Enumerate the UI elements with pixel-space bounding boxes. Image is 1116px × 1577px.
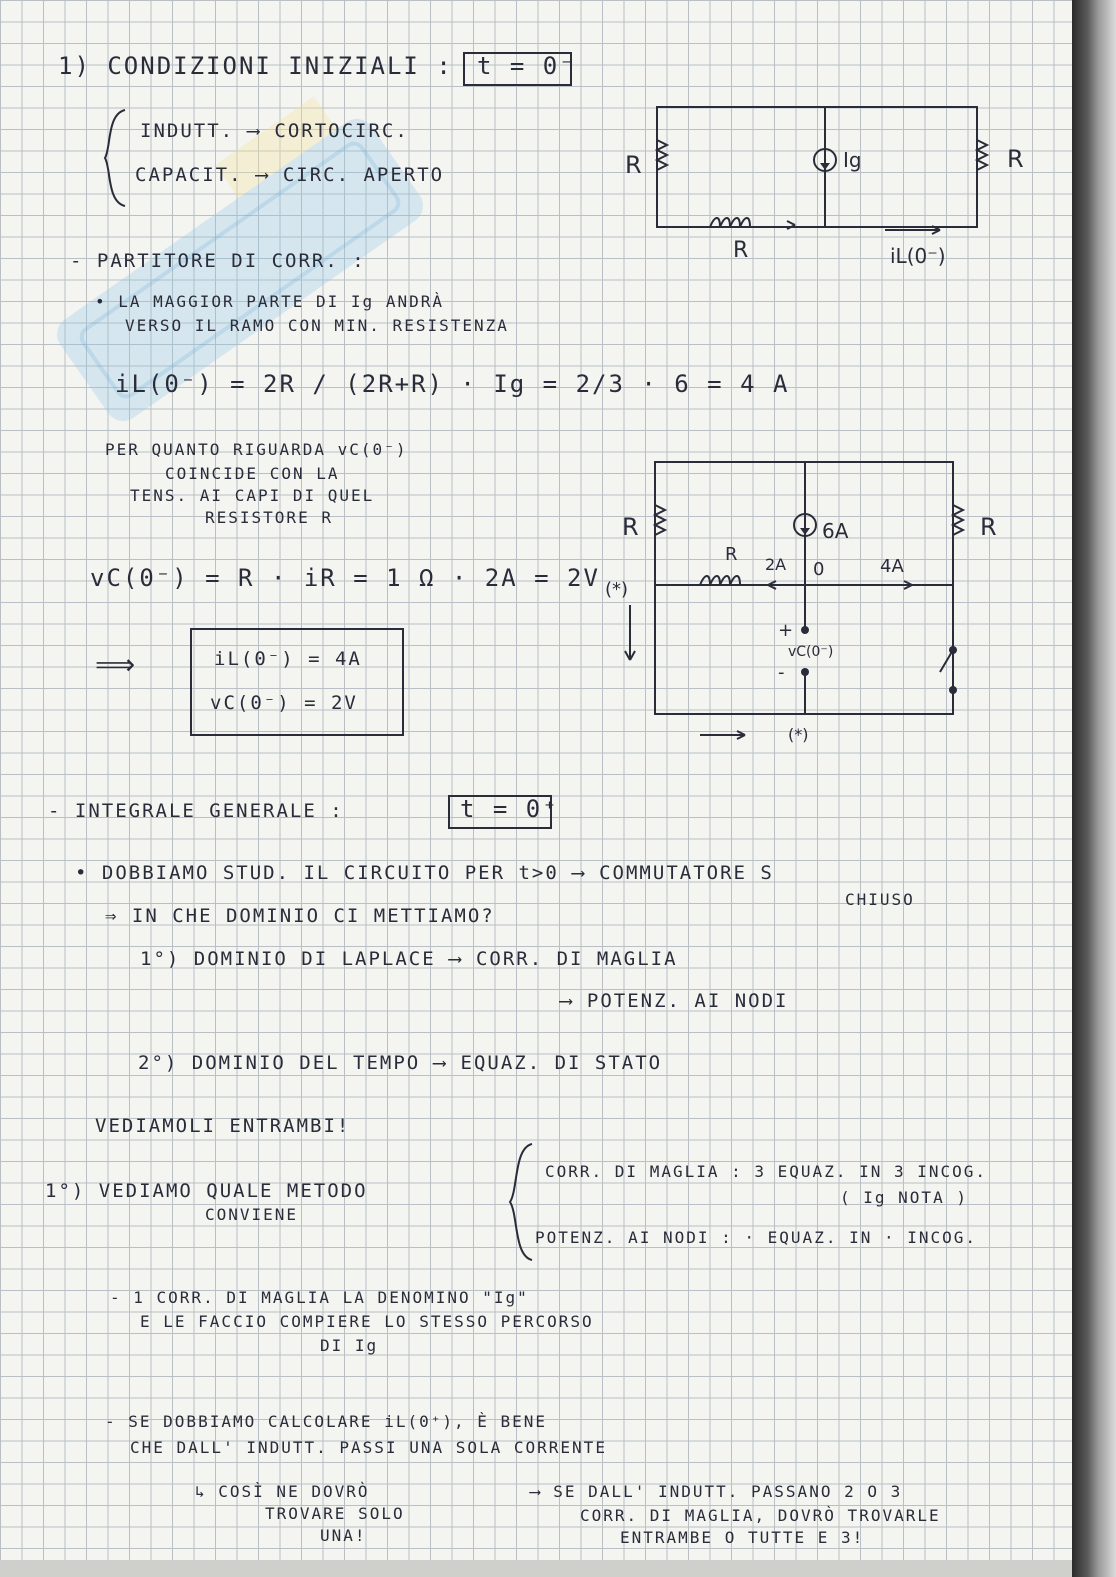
maggior-line-1: • LA MAGGIOR PARTE DI Ig ANDRÀ (95, 292, 444, 311)
metodo-line-2: CONVIENE (205, 1205, 299, 1224)
circuit-diagram-2 (600, 450, 1040, 750)
potenz-method: POTENZ. AI NODI : · EQUAZ. IN · INCOG. (535, 1228, 978, 1247)
per-line-2: COINCIDE CON LA (165, 464, 340, 483)
dominio-question: ⇒ IN CHE DOMINIO CI METTIAMO? (105, 905, 495, 927)
heading-initial-conditions: 1) CONDIZIONI INIZIALI : (58, 52, 453, 80)
mesh-note-2: E LE FACCIO COMPIERE LO STESSO PERCORSO (140, 1312, 594, 1331)
partitore-heading: - PARTITORE DI CORR. : (70, 250, 366, 272)
final-note-2b: CORR. DI MAGLIA, DOVRÒ TROVARLE (580, 1506, 941, 1525)
t0-plus-box (448, 795, 559, 829)
t0-minus-label: t = 0⁻ (477, 52, 576, 80)
mesh-note-1: - 1 CORR. DI MAGLIA LA DENOMINO "Ig" (110, 1288, 529, 1307)
diag2-i-right: 4A (880, 556, 904, 577)
potenziali-nodi: ⟶ POTENZ. AI NODI (560, 990, 789, 1012)
diag1-r-right: R (1007, 145, 1024, 173)
per-line-1: PER QUANTO RIGUARDA vC(0⁻) (105, 440, 408, 459)
final-note-1b: TROVARE SOLO (265, 1504, 405, 1523)
final-note-1a: ↳ COSÌ NE DOVRÒ (195, 1482, 370, 1501)
diag2-r-left: R (622, 513, 639, 541)
metodo-line-1: 1°) VEDIAMO QUALE METODO (45, 1180, 368, 1202)
diag2-minus: - (778, 662, 785, 683)
diag1-source-label: Ig (843, 148, 862, 172)
notebook-spine (1072, 0, 1116, 1577)
final-note-2a: ⟶ SE DALL' INDUTT. PASSANO 2 O 3 (530, 1482, 903, 1501)
inductor-rule: INDUTT. ⟶ CORTOCIRC. (140, 120, 409, 142)
diag2-i-left: 2A (765, 555, 787, 574)
implies-arrow: ⟹ (95, 648, 138, 681)
brace-icon (95, 108, 135, 208)
page-bottom-edge (0, 1560, 1072, 1577)
heading-general-integral: - INTEGRALE GENERALE : (48, 800, 344, 822)
corr-maglia-method: CORR. DI MAGLIA : 3 EQUAZ. IN 3 INCOG. (545, 1162, 988, 1181)
diag1-current-label: iL(0⁻) (890, 244, 946, 268)
per-line-4: RESISTORE R (205, 508, 333, 527)
equation-il: iL(0⁻) = 2R / (2R+R) · Ig = 2/3 · 6 = 4 A (115, 370, 790, 398)
dominio-tempo: 2°) DOMINIO DEL TEMPO ⟶ EQUAZ. DI STATO (138, 1052, 663, 1074)
diag1-r-left: R (625, 151, 642, 179)
result-box (190, 628, 404, 736)
vediamoli: VEDIAMOLI ENTRAMBI! (95, 1115, 351, 1137)
final-note-2c: ENTRAMBE O TUTTE E 3! (620, 1528, 865, 1547)
t0-plus-label: t = 0⁺ (460, 795, 559, 823)
t0-minus-box (463, 52, 576, 86)
mesh-note-3: DI Ig (320, 1336, 379, 1355)
chiuso-label: CHIUSO (845, 890, 915, 909)
diag2-plus: + (778, 620, 794, 641)
result-il: iL(0⁻) = 4A (214, 648, 362, 670)
diag2-vc-label: vC(0⁻) (788, 644, 834, 660)
capacitor-rule: CAPACIT. ⟶ CIRC. APERTO (135, 164, 445, 186)
final-note-1c: UNA! (320, 1526, 367, 1545)
per-line-3: TENS. AI CAPI DI QUEL (130, 486, 375, 505)
diag2-r-mid: R (725, 544, 738, 565)
diag2-star-bottom: (*) (788, 725, 809, 744)
equation-vc: vC(0⁻) = R · iR = 1 Ω · 2A = 2V (90, 564, 600, 592)
diag2-star-left: (*) (605, 579, 629, 600)
result-vc: vC(0⁻) = 2V (210, 692, 358, 714)
diag1-r-bottom: R (733, 238, 749, 263)
inductor-note-1: - SE DOBBIAMO CALCOLARE iL(0⁺), È BENE (105, 1412, 548, 1431)
inductor-note-2: CHE DALL' INDUTT. PASSI UNA SOLA CORRENTE (130, 1438, 607, 1457)
maggior-line-2: VERSO IL RAMO CON MIN. RESISTENZA (125, 316, 509, 335)
brace-2-icon (500, 1142, 540, 1262)
diag2-node-label: 0 (813, 559, 825, 580)
circuit-diagram-1 (615, 95, 1045, 275)
diag2-r-right: R (980, 513, 997, 541)
diag2-source-label: 6A (822, 519, 849, 543)
ig-nota: ( Ig NOTA ) (840, 1188, 968, 1207)
dominio-laplace: 1°) DOMINIO DI LAPLACE ⟶ CORR. DI MAGLIA (140, 948, 678, 970)
dobbiamo-line: • DOBBIAMO STUD. IL CIRCUITO PER t>0 ⟶ COMMUTATORE S (75, 862, 774, 884)
